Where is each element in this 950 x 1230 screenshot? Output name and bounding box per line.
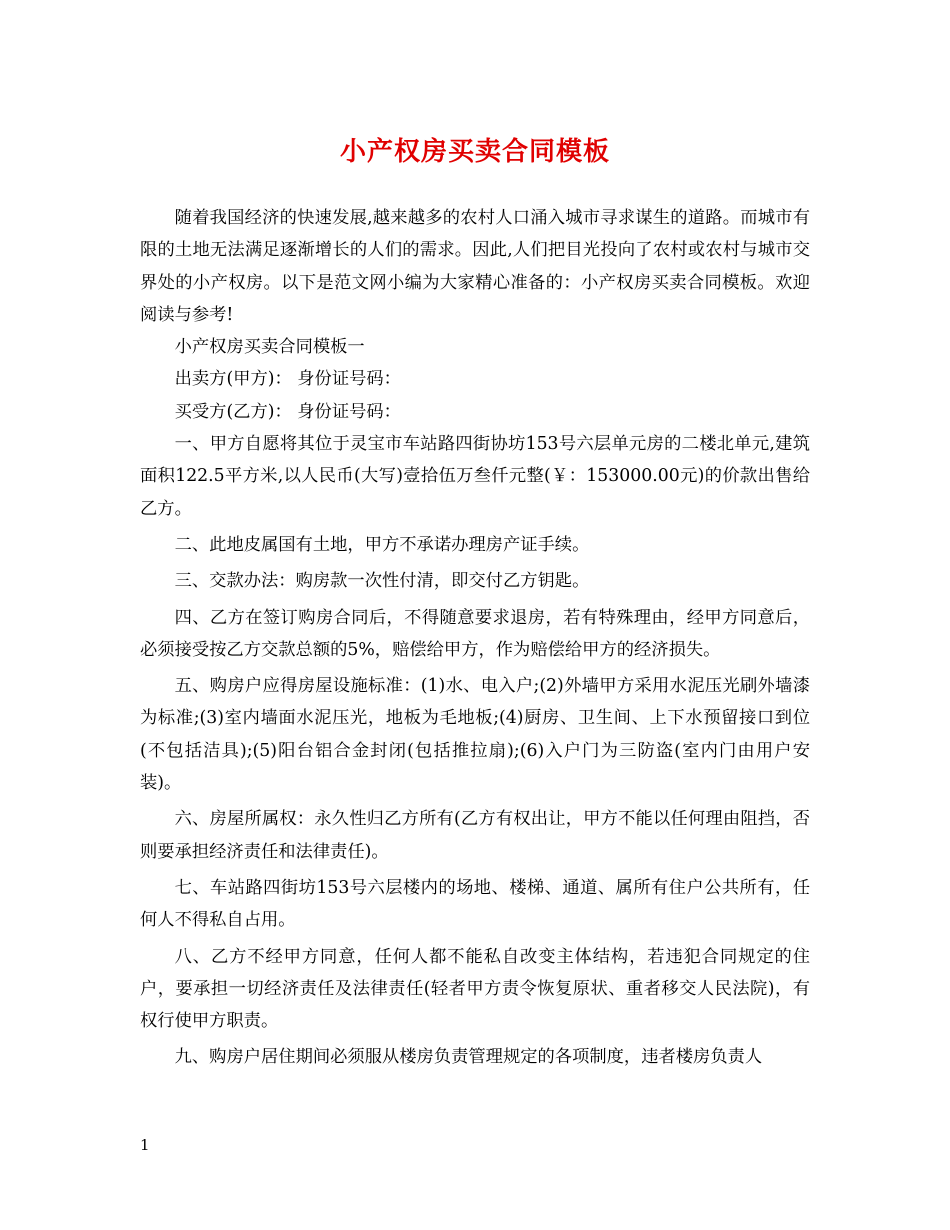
paragraph: 二、此地皮属国有土地，甲方不承诺办理房产证手续。 (174, 534, 590, 555)
paragraph: 出卖方(甲方)： 身份证号码： (174, 369, 401, 390)
paragraph: 一、甲方自愿将其位于灵宝市车站路四街协坊153号六层单元房的二楼北单元,建筑面积122.5平方米,以人民币(大写)壹拾伍万叁仟元整(￥：153000.00元)的价款出售给乙方。 (140, 434, 810, 519)
paragraph: 随着我国经济的快速发展,越来越多的农村人口涌入城市寻求谋生的道路。而城市有限的土地无法满足逐渐增长的人们的需求。因此,人们把目光投向了农村或农村与城市交界处的小产权房。以下是范文网小编为大家精心准备的：小产权房买卖合同模板。欢迎阅读与参考! (140, 208, 810, 325)
document-title: 小产权房买卖合同模板 (339, 137, 610, 167)
paragraph: 九、购房户居住期间必须服从楼房负责管理规定的各项制度，违者楼房负责人 (174, 1047, 763, 1068)
paragraph: 六、房屋所属权：永久性归乙方所有(乙方有权出让，甲方不能以任何理由阻挡，否则要承担经济责任和法律责任)。 (140, 809, 810, 862)
paragraph: 小产权房买卖合同模板一 (174, 337, 365, 358)
paragraph: 七、车站路四街坊153号六层楼内的场地、楼梯、通道、属所有住户公共所有，任何人不得私自占用。 (140, 877, 810, 931)
paragraph: 五、购房户应得房屋设施标准：(1)水、电入户;(2)外墙甲方采用水泥压光刷外墙漆为标准;(3)室内墙面水泥压光，地板为毛地板;(4)厨房、卫生间、上下水预留接口到位(不包括洁具);(5)阳台铝合金封闭(包括推拉扇);(6)入户门为三防盗(室内门由用户安装)。 (140, 676, 810, 794)
paragraph: 八、乙方不经甲方同意，任何人都不能私自改变主体结构，若违犯合同规定的住户，要承担一切经济责任及法律责任(轻者甲方责令恢复原状、重者移交人民法院)，有权行使甲方职责。 (140, 946, 810, 1032)
paragraph: 三、交款办法：购房款一次性付清，即交付乙方钥匙。 (174, 571, 590, 592)
page-number: 1 (140, 1136, 150, 1154)
paragraph: 买受方(乙方)： 身份证号码： (174, 401, 401, 422)
paragraph: 四、乙方在签订购房合同后，不得随意要求退房，若有特殊理由，经甲方同意后，必须接受按乙方交款总额的5%，赔偿给甲方，作为赔偿给甲方的经济损失。 (140, 607, 810, 660)
document-body (140, 202, 810, 1074)
